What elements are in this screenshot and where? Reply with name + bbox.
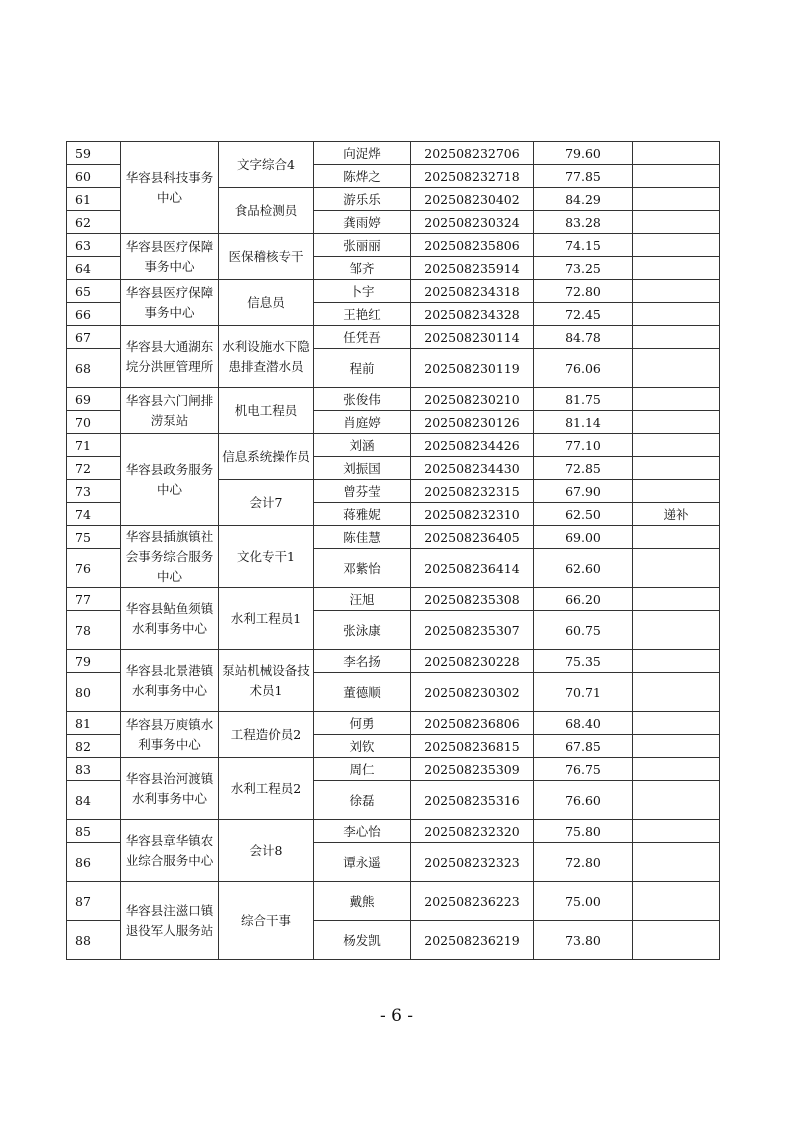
name-cell: 肖庭婷 (314, 411, 411, 434)
name-cell: 陈烨之 (314, 165, 411, 188)
exam-id-cell: 202508232706 (411, 142, 534, 165)
table-row (67, 434, 720, 457)
score-cell: 79.60 (534, 142, 633, 165)
note-cell (633, 388, 720, 411)
score-cell: 75.80 (534, 820, 633, 843)
table-row (67, 326, 720, 349)
name-cell: 刘振国 (314, 457, 411, 480)
row-number: 68 (67, 349, 121, 388)
organization-cell: 华容县大通湖东垸分洪匣管理所 (121, 326, 219, 388)
score-cell: 70.71 (534, 673, 633, 712)
row-number: 74 (67, 503, 121, 526)
name-cell: 曾芬莹 (314, 480, 411, 503)
name-cell: 徐磊 (314, 781, 411, 820)
position-cell: 泵站机械设备技术员1 (219, 650, 314, 712)
name-cell: 龚雨婷 (314, 211, 411, 234)
exam-id-cell: 202508236806 (411, 712, 534, 735)
exam-id-cell: 202508230402 (411, 188, 534, 211)
position-cell: 信息系统操作员 (219, 434, 314, 480)
exam-id-cell: 202508234426 (411, 434, 534, 457)
note-cell (633, 712, 720, 735)
position-cell: 水利工程员2 (219, 758, 314, 820)
organization-cell: 华容县万庾镇水利事务中心 (121, 712, 219, 758)
note-cell (633, 349, 720, 388)
row-number: 79 (67, 650, 121, 673)
row-number: 82 (67, 735, 121, 758)
exam-id-cell: 202508230324 (411, 211, 534, 234)
score-cell: 62.50 (534, 503, 633, 526)
note-cell (633, 758, 720, 781)
score-cell: 76.75 (534, 758, 633, 781)
exam-id-cell: 202508235914 (411, 257, 534, 280)
score-cell: 73.25 (534, 257, 633, 280)
position-cell: 工程造价员2 (219, 712, 314, 758)
exam-id-cell: 202508232310 (411, 503, 534, 526)
row-number: 88 (67, 921, 121, 960)
exam-id-cell: 202508236414 (411, 549, 534, 588)
note-cell (633, 411, 720, 434)
score-cell: 75.35 (534, 650, 633, 673)
name-cell: 董德顺 (314, 673, 411, 712)
name-cell: 邓紫怡 (314, 549, 411, 588)
name-cell: 蒋雅妮 (314, 503, 411, 526)
score-cell: 74.15 (534, 234, 633, 257)
row-number: 72 (67, 457, 121, 480)
organization-cell: 华容县六门闸排涝泵站 (121, 388, 219, 434)
note-cell (633, 257, 720, 280)
name-cell: 陈佳慧 (314, 526, 411, 549)
position-cell: 信息员 (219, 280, 314, 326)
score-cell: 69.00 (534, 526, 633, 549)
row-number: 63 (67, 234, 121, 257)
row-number: 87 (67, 882, 121, 921)
row-number: 61 (67, 188, 121, 211)
exam-id-cell: 202508234430 (411, 457, 534, 480)
row-number: 69 (67, 388, 121, 411)
note-cell (633, 673, 720, 712)
name-cell: 向浞烨 (314, 142, 411, 165)
score-cell: 77.85 (534, 165, 633, 188)
exam-id-cell: 202508232323 (411, 843, 534, 882)
table-row (67, 280, 720, 303)
name-cell: 汪旭 (314, 588, 411, 611)
organization-cell: 华容县章华镇农业综合服务中心 (121, 820, 219, 882)
name-cell: 卜宇 (314, 280, 411, 303)
name-cell: 程前 (314, 349, 411, 388)
score-cell: 84.29 (534, 188, 633, 211)
exam-id-cell: 202508234318 (411, 280, 534, 303)
score-cell: 73.80 (534, 921, 633, 960)
position-cell: 医保稽核专干 (219, 234, 314, 280)
exam-id-cell: 202508235316 (411, 781, 534, 820)
row-number: 65 (67, 280, 121, 303)
page-number: - 6 - (379, 1006, 414, 1026)
note-cell (633, 843, 720, 882)
note-cell (633, 303, 720, 326)
note-cell: 递补 (633, 503, 720, 526)
note-cell (633, 188, 720, 211)
name-cell: 王艳红 (314, 303, 411, 326)
exam-id-cell: 202508236405 (411, 526, 534, 549)
name-cell: 刘涵 (314, 434, 411, 457)
note-cell (633, 611, 720, 650)
exam-id-cell: 202508230228 (411, 650, 534, 673)
row-number: 73 (67, 480, 121, 503)
score-cell: 68.40 (534, 712, 633, 735)
score-cell: 83.28 (534, 211, 633, 234)
position-cell: 文化专干1 (219, 526, 314, 588)
table-row (67, 820, 720, 843)
name-cell: 刘钦 (314, 735, 411, 758)
exam-id-cell: 202508230126 (411, 411, 534, 434)
organization-cell: 华容县医疗保障事务中心 (121, 234, 219, 280)
organization-cell: 华容县医疗保障事务中心 (121, 280, 219, 326)
position-cell: 食品检测员 (219, 188, 314, 234)
position-cell: 综合干事 (219, 882, 314, 960)
exam-id-cell: 202508236219 (411, 921, 534, 960)
exam-id-cell: 202508232320 (411, 820, 534, 843)
table-row (67, 388, 720, 411)
name-cell: 李心怡 (314, 820, 411, 843)
organization-cell: 华容县政务服务中心 (121, 434, 219, 526)
note-cell (633, 549, 720, 588)
name-cell: 任凭吾 (314, 326, 411, 349)
note-cell (633, 142, 720, 165)
position-cell: 水利设施水下隐患排查潜水员 (219, 326, 314, 388)
position-cell: 机电工程员 (219, 388, 314, 434)
organization-cell: 华容县鲇鱼须镇水利事务中心 (121, 588, 219, 650)
table-row (67, 882, 720, 921)
note-cell (633, 280, 720, 303)
note-cell (633, 457, 720, 480)
exam-id-cell: 202508232315 (411, 480, 534, 503)
note-cell (633, 921, 720, 960)
organization-cell: 华容县科技事务中心 (121, 142, 219, 234)
table-row (67, 142, 720, 165)
score-cell: 67.90 (534, 480, 633, 503)
exam-id-cell: 202508230210 (411, 388, 534, 411)
name-cell: 戴熊 (314, 882, 411, 921)
score-cell: 77.10 (534, 434, 633, 457)
name-cell: 谭永遥 (314, 843, 411, 882)
name-cell: 邹齐 (314, 257, 411, 280)
exam-id-cell: 202508230114 (411, 326, 534, 349)
row-number: 86 (67, 843, 121, 882)
score-cell: 76.60 (534, 781, 633, 820)
score-cell: 76.06 (534, 349, 633, 388)
score-cell: 67.85 (534, 735, 633, 758)
note-cell (633, 526, 720, 549)
note-cell (633, 735, 720, 758)
note-cell (633, 650, 720, 673)
table-row (67, 526, 720, 549)
row-number: 60 (67, 165, 121, 188)
note-cell (633, 234, 720, 257)
row-number: 77 (67, 588, 121, 611)
note-cell (633, 434, 720, 457)
table-row (67, 234, 720, 257)
score-cell: 72.80 (534, 843, 633, 882)
table-row (67, 712, 720, 735)
exam-id-cell: 202508232718 (411, 165, 534, 188)
exam-id-cell: 202508235309 (411, 758, 534, 781)
row-number: 78 (67, 611, 121, 650)
score-cell: 62.60 (534, 549, 633, 588)
table-row (67, 588, 720, 611)
position-cell: 会计8 (219, 820, 314, 882)
name-cell: 何勇 (314, 712, 411, 735)
note-cell (633, 480, 720, 503)
row-number: 81 (67, 712, 121, 735)
score-cell: 84.78 (534, 326, 633, 349)
note-cell (633, 211, 720, 234)
row-number: 66 (67, 303, 121, 326)
row-number: 75 (67, 526, 121, 549)
name-cell: 张俊伟 (314, 388, 411, 411)
row-number: 71 (67, 434, 121, 457)
exam-id-cell: 202508236223 (411, 882, 534, 921)
position-cell: 文字综合4 (219, 142, 314, 188)
score-cell: 66.20 (534, 588, 633, 611)
row-number: 59 (67, 142, 121, 165)
name-cell: 游乐乐 (314, 188, 411, 211)
note-cell (633, 326, 720, 349)
results-table (66, 141, 720, 960)
row-number: 67 (67, 326, 121, 349)
score-cell: 72.80 (534, 280, 633, 303)
row-number: 85 (67, 820, 121, 843)
note-cell (633, 820, 720, 843)
score-cell: 81.14 (534, 411, 633, 434)
score-cell: 75.00 (534, 882, 633, 921)
row-number: 62 (67, 211, 121, 234)
position-cell: 水利工程员1 (219, 588, 314, 650)
exam-id-cell: 202508236815 (411, 735, 534, 758)
row-number: 76 (67, 549, 121, 588)
name-cell: 李名扬 (314, 650, 411, 673)
exam-id-cell: 202508230119 (411, 349, 534, 388)
exam-id-cell: 202508235308 (411, 588, 534, 611)
row-number: 64 (67, 257, 121, 280)
row-number: 80 (67, 673, 121, 712)
row-number: 70 (67, 411, 121, 434)
note-cell (633, 165, 720, 188)
score-cell: 72.85 (534, 457, 633, 480)
organization-cell: 华容县北景港镇水利事务中心 (121, 650, 219, 712)
exam-id-cell: 202508230302 (411, 673, 534, 712)
organization-cell: 华容县注滋口镇退役军人服务站 (121, 882, 219, 960)
score-cell: 72.45 (534, 303, 633, 326)
name-cell: 张泳康 (314, 611, 411, 650)
exam-id-cell: 202508234328 (411, 303, 534, 326)
table-row (67, 758, 720, 781)
position-cell: 会计7 (219, 480, 314, 526)
note-cell (633, 781, 720, 820)
name-cell: 周仁 (314, 758, 411, 781)
organization-cell: 华容县治河渡镇水利事务中心 (121, 758, 219, 820)
score-cell: 81.75 (534, 388, 633, 411)
organization-cell: 华容县插旗镇社会事务综合服务中心 (121, 526, 219, 588)
exam-id-cell: 202508235806 (411, 234, 534, 257)
row-number: 84 (67, 781, 121, 820)
name-cell: 杨发凯 (314, 921, 411, 960)
note-cell (633, 588, 720, 611)
exam-id-cell: 202508235307 (411, 611, 534, 650)
note-cell (633, 882, 720, 921)
row-number: 83 (67, 758, 121, 781)
score-cell: 60.75 (534, 611, 633, 650)
table-row (67, 650, 720, 673)
name-cell: 张丽丽 (314, 234, 411, 257)
